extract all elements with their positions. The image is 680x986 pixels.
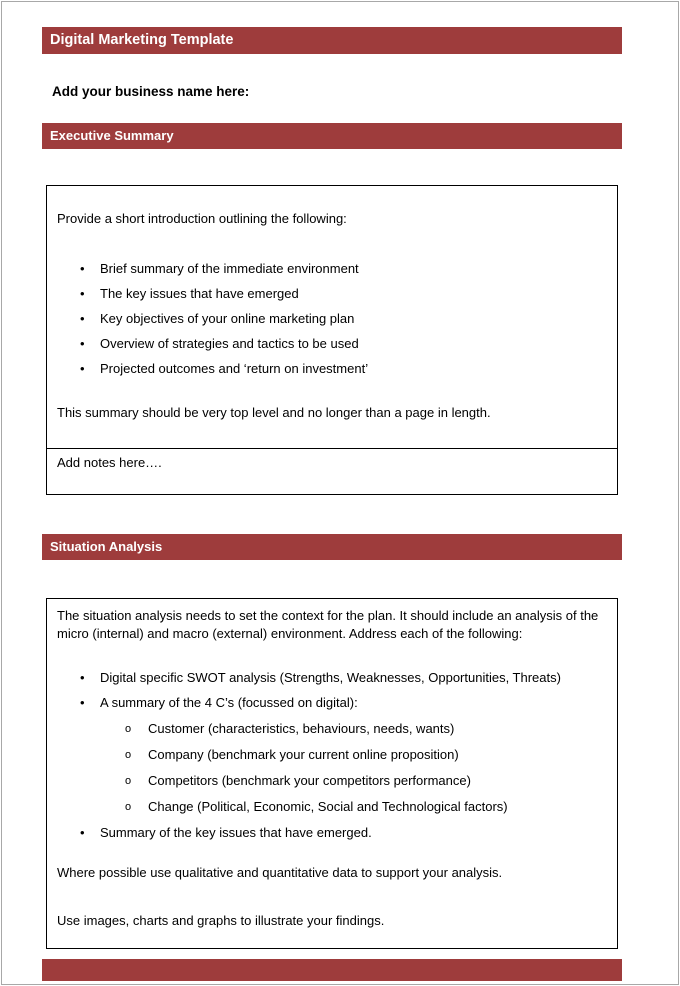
executive-summary-box bbox=[46, 185, 618, 449]
notes-placeholder: Add notes here…. bbox=[57, 455, 162, 470]
executive-summary-footer: This summary should be very top level and no longer than a page in length. bbox=[57, 405, 491, 420]
section-header-situation-analysis: Situation Analysis bbox=[42, 534, 622, 560]
sub-bullet-item: o Competitors (benchmark your competitors performance) bbox=[100, 772, 605, 790]
bullet-text: A summary of the 4 C’s (focussed on digital): bbox=[100, 695, 358, 710]
situation-analysis-paragraph: Where possible use qualitative and quantitative data to support your analysis. bbox=[57, 865, 503, 880]
situation-analysis-intro: The situation analysis needs to set the context for the plan. It should include an analysis of the micro (internal) and macro (external) environment. Address each of the following: bbox=[57, 608, 599, 641]
sub-bullet-item: o Customer (characteristics, behaviours, needs, wants) bbox=[100, 720, 605, 738]
bullet-item: • Key objectives of your online marketing plan bbox=[57, 310, 605, 328]
bullet-item: • Brief summary of the immediate environment bbox=[57, 260, 605, 278]
bullet-text: Digital specific SWOT analysis (Strengths, Weaknesses, Opportunities, Threats) bbox=[100, 670, 561, 685]
situation-analysis-paragraph: Use images, charts and graphs to illustrate your findings. bbox=[57, 913, 385, 928]
sub-bullet-item: o Company (benchmark your current online proposition) bbox=[100, 746, 605, 764]
bullet-item: • Projected outcomes and ‘return on investment’ bbox=[57, 360, 605, 378]
situation-analysis-bullet-list bbox=[57, 669, 605, 842]
four-cs-sub-list bbox=[100, 720, 605, 816]
executive-summary-bullet-list bbox=[57, 260, 605, 378]
document-page bbox=[42, 0, 622, 981]
next-section-header-bar-partial bbox=[42, 959, 622, 981]
notes-area[interactable] bbox=[46, 448, 618, 495]
section-header-executive-summary: Executive Summary bbox=[42, 123, 622, 149]
bullet-item bbox=[57, 824, 605, 842]
business-name-prompt: Add your business name here: bbox=[52, 84, 250, 99]
situation-analysis-box bbox=[46, 598, 618, 949]
bullet-item bbox=[57, 694, 605, 816]
sub-bullet-item: o Change (Political, Economic, Social and Technological factors) bbox=[100, 798, 605, 816]
document-title-bar: Digital Marketing Template bbox=[42, 27, 622, 54]
bullet-item: • The key issues that have emerged bbox=[57, 285, 605, 303]
executive-summary-intro: Provide a short introduction outlining the following: bbox=[57, 211, 347, 226]
bullet-item bbox=[57, 669, 605, 687]
bullet-text: Summary of the key issues that have emerged. bbox=[100, 825, 372, 840]
bullet-item: • Overview of strategies and tactics to be used bbox=[57, 335, 605, 353]
